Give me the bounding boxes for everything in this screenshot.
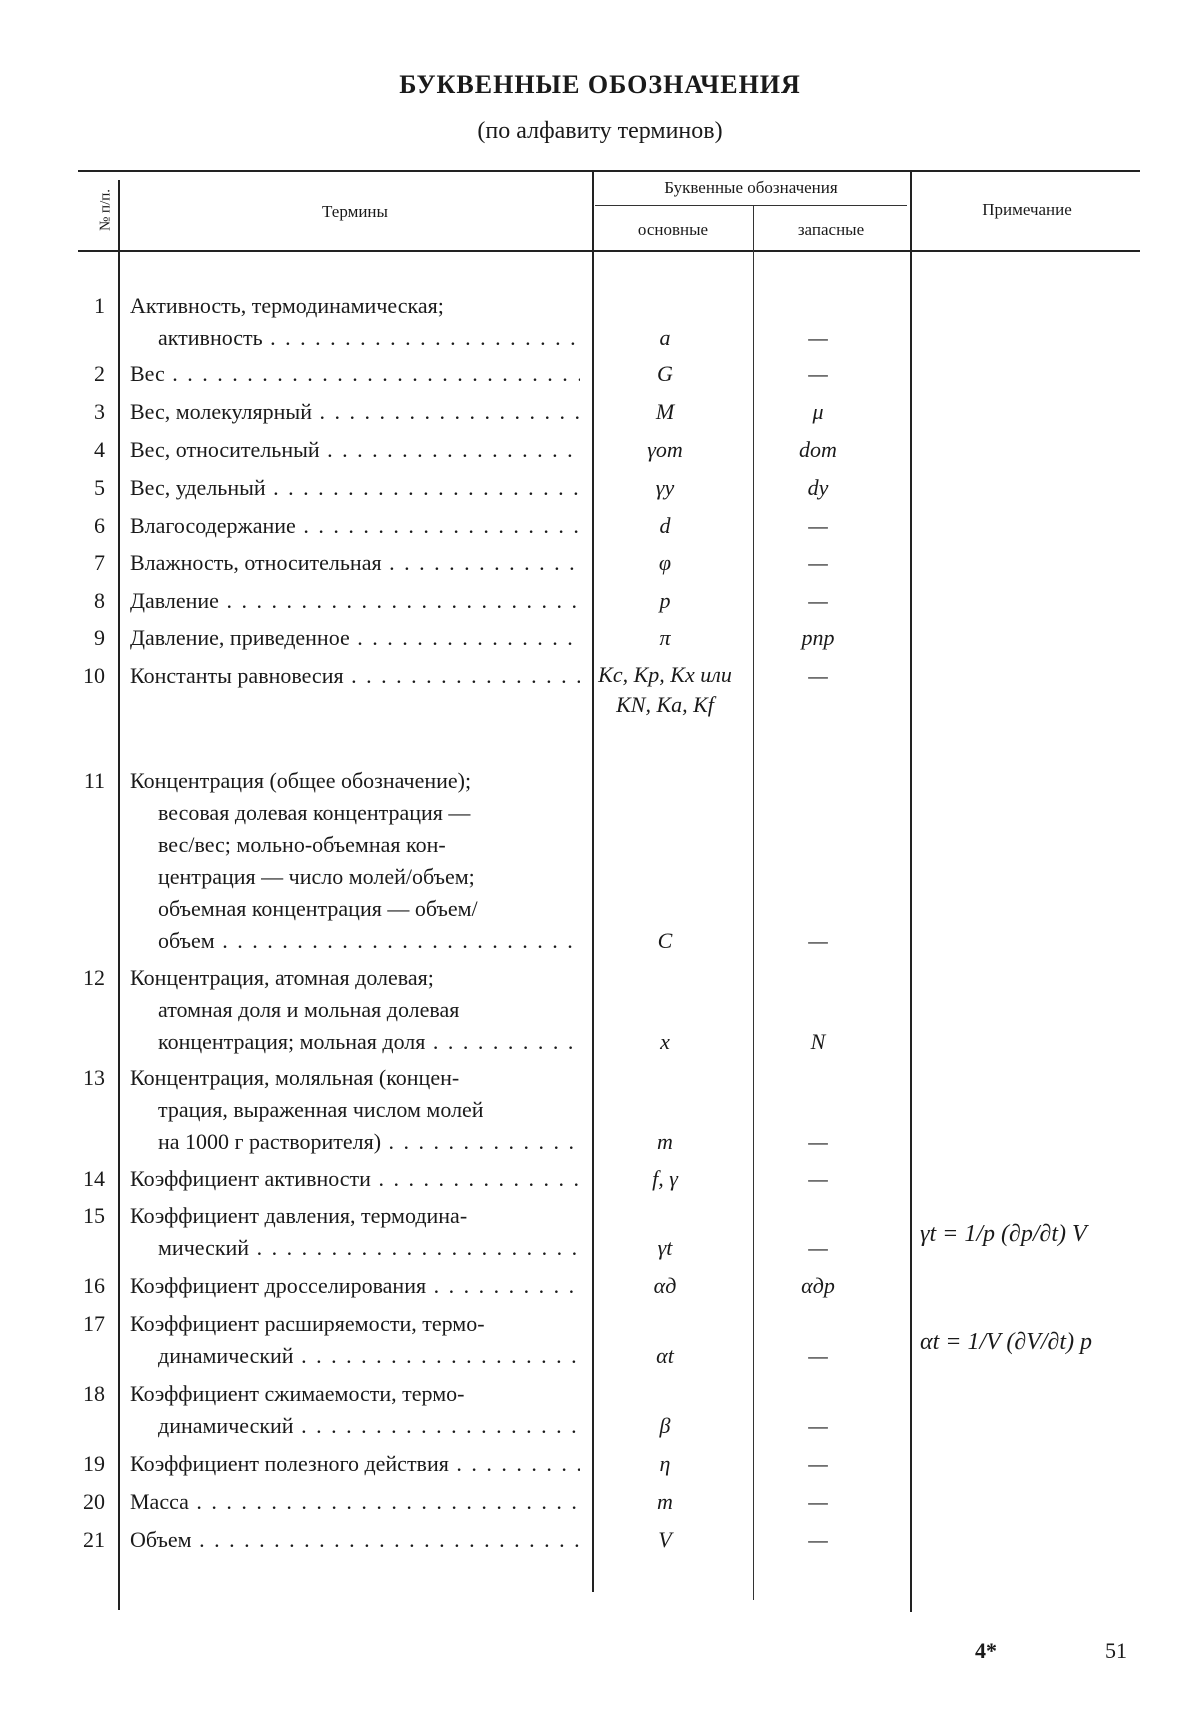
row-number: 6 [94,513,105,538]
row-spare-symbol: N [810,1029,826,1054]
main-symbols-header: основные [637,220,709,239]
row-spare-symbol: dу [807,475,829,500]
row-number: 8 [94,588,105,613]
row-number: 1 [94,293,105,318]
row-spare-symbol: — [808,1343,828,1368]
row-number: 18 [83,1381,105,1406]
row-main-symbol: γt [657,1235,673,1260]
row-main-symbol: m [657,1129,673,1154]
num-column-divider [118,180,120,1610]
row-spare-symbol: — [808,1489,828,1514]
row-term: Вес, удельный . . . [130,472,580,504]
row-note-formula: γt = 1/p (∂p/∂t) V [920,1221,1087,1247]
row-term: Масса . . . [130,1486,580,1518]
row-number: 10 [83,663,105,688]
symbols-header-rule [595,205,907,206]
num-header: № п/п. [97,188,114,232]
row-number: 11 [83,768,105,793]
row-spare-symbol: — [808,1413,828,1438]
note-header: Примечание [982,200,1072,219]
terms-header: Термины [322,202,388,221]
row-number: 3 [94,399,105,424]
page-title: БУКВЕННЫЕ ОБОЗНАЧЕНИЯ [399,70,801,99]
row-spare-symbol: dот [799,437,837,462]
row-term: Концентрация, моляльная (концен- трация, выраженная числом молей на 1000 г растворителя) . . . [130,1062,580,1158]
row-spare-symbol: — [808,550,828,575]
row-term: Коэффициент давления, термодина- мический . . . [130,1200,580,1264]
row-term: Вес . . . [130,358,580,390]
row-number: 19 [83,1451,105,1476]
page-subtitle: (по алфавиту терминов) [477,118,723,144]
row-number: 16 [83,1273,105,1298]
row-term: Коэффициент расширяемости, термо- динамический . . . [130,1308,580,1372]
table-top-rule [78,170,1140,172]
row-number: 21 [83,1527,105,1552]
row-number: 13 [83,1065,105,1090]
row-spare-symbol: pпр [801,625,835,650]
row-number: 9 [94,625,105,650]
symbols-header: Буквенные обозначения [664,178,838,197]
row-spare-symbol: — [808,513,828,538]
row-number: 17 [83,1311,105,1336]
row-term: Коэффициент сжимаемости, термо- динамический . . . [130,1378,580,1442]
row-term: Давление . . . [130,585,580,617]
row-term: Активность, термодинамическая; активность . . . [130,290,580,354]
row-spare-symbol: — [808,1166,828,1191]
row-main-symbol: f, γ [652,1166,678,1191]
row-number: 2 [94,361,105,386]
row-main-symbol: π [659,625,671,650]
row-main-symbol: d [659,513,671,538]
row-term: Концентрация (общее обозначение); весовая долевая концентрация — вес/вес; мольно-объемная кон- центрация — число молей/объем; объемная концентрация — объем/ объем . . . [130,765,580,957]
row-spare-symbol: — [808,1451,828,1476]
row-spare-symbol: — [808,361,828,386]
row-term: Влагосодержание . . . [130,510,580,542]
row-spare-symbol: — [808,325,828,350]
row-spare-symbol: — [808,663,828,688]
row-main-symbol: G [657,361,673,386]
row-spare-symbol: — [808,1235,828,1260]
row-number: 15 [83,1203,105,1228]
row-main-symbol: αt [656,1343,674,1368]
page-number: 51 [1105,1638,1127,1663]
row-note-formula: αt = 1/V (∂V/∂t) p [920,1329,1093,1355]
row-spare-symbol: — [808,588,828,613]
row-spare-symbol: — [808,928,828,953]
row-main-symbol: γот [647,437,683,462]
row-term: Объем . . . [130,1524,580,1556]
row-main-symbol: φ [658,550,672,575]
row-main-symbol: Kc, Kp, Kx или KN, Ka, Kf [598,662,732,717]
row-number: 20 [83,1489,105,1514]
row-term: Вес, молекулярный . . . [130,396,580,428]
row-term: Влажность, относительная . . . [130,547,580,579]
spare-note-divider [910,172,912,1612]
header-bottom-rule [78,250,1140,252]
signature-mark: 4* [975,1638,997,1663]
row-spare-symbol: μ [812,399,824,424]
row-main-symbol: C [657,928,673,953]
row-term: Константы равновесия . . . [130,660,580,692]
row-term: Коэффициент полезного действия . . . [130,1448,580,1480]
row-number: 12 [83,965,105,990]
row-number: 7 [94,550,105,575]
row-number: 14 [83,1166,105,1191]
row-main-symbol: η [659,1451,671,1476]
row-main-symbol: αд [653,1273,677,1298]
spare-symbols-header: запасные [797,220,865,239]
row-number: 4 [94,437,105,462]
row-term: Коэффициент активности . . . [130,1163,580,1195]
row-main-symbol: V [658,1527,672,1552]
row-number: 5 [94,475,105,500]
row-main-symbol: β [659,1413,671,1438]
row-main-symbol: M [655,399,675,424]
row-term: Коэффициент дросселирования . . . [130,1270,580,1302]
row-main-symbol: p [659,588,671,613]
row-main-symbol: γу [655,475,675,500]
row-term: Вес, относительный . . . [130,434,580,466]
row-term: Давление, приведенное . . . [130,622,580,654]
row-spare-symbol: αдр [801,1273,835,1298]
row-spare-symbol: — [808,1129,828,1154]
row-main-symbol: x [660,1029,670,1054]
row-main-symbol: m [657,1489,673,1514]
row-spare-symbol: — [808,1527,828,1552]
row-main-symbol: a [659,325,671,350]
row-term: Концентрация, атомная долевая; атомная доля и мольная долевая концентрация; мольная доля . . . [130,962,580,1058]
